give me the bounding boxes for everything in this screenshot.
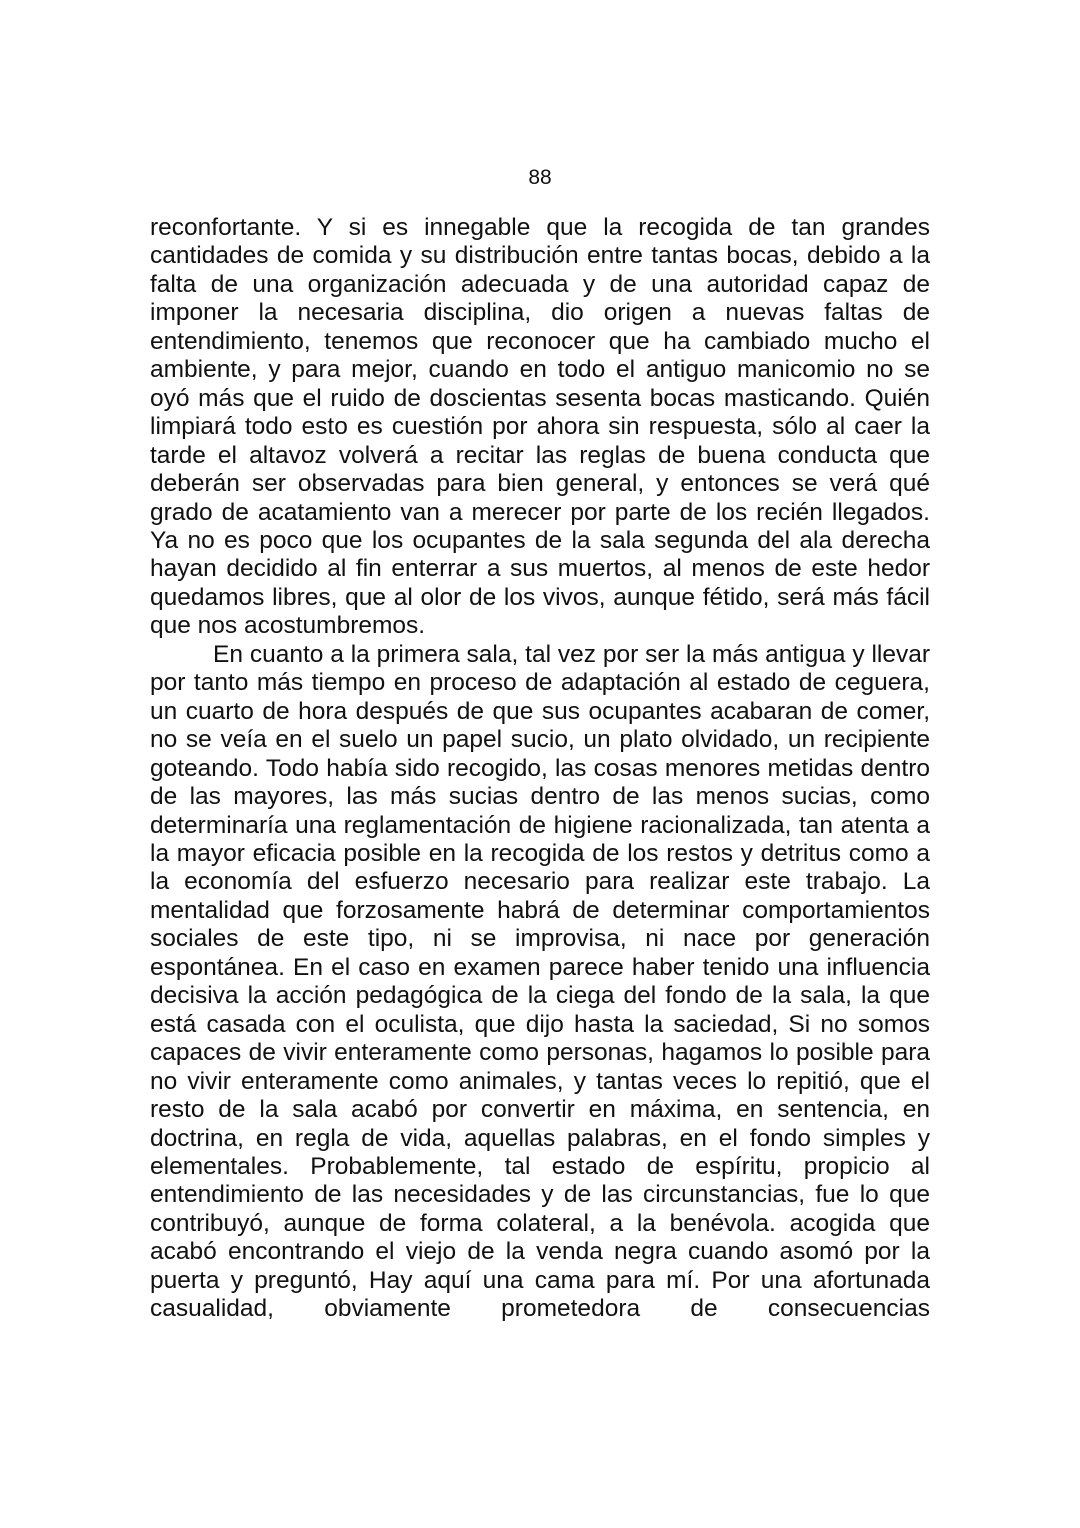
paragraph: reconfortante. Y si es innegable que la recogida de tan grandes cantidades de comida y su distribución entre tantas bocas, debido a la falta de una organización adecuada y de una autoridad capaz de imponer la necesaria disciplina, dio origen a nuevas faltas de entendimiento, tenemos que reconocer que ha cambiado mucho el ambiente, y para mejor, cuando en todo el antiguo manicomio no se oyó más que el ruido de doscientas sesenta bocas masticando. Quién limpiará todo esto es cuestión por ahora sin respuesta, sólo al caer la tarde el altavoz volverá a recitar las reglas de buena conducta que deberán ser observadas para bien general, y entonces se verá qué grado de acatamiento van a merecer por parte de los recién llegados. Ya no es poco que los ocupantes de la sala segunda del ala derecha hayan decidido al fin enterrar a sus muertos, al menos de este hedor quedamos libres, que al olor de los vivos, aunque fétido, será más fácil que nos acostumbremos. xyxy=(150,214,930,640)
paragraph: En cuanto a la primera sala, tal vez por ser la más antigua y llevar por tanto más tiempo en proceso de adaptación al estado de ceguera, un cuarto de hora después de que sus ocupantes acabaran de comer, no se veía en el suelo un papel sucio, un plato olvidado, un recipiente goteando. Todo había sido recogido, las cosas menores metidas dentro de las mayores, las más sucias dentro de las menos sucias, como determinaría una reglamentación de higiene racionalizada, tan atenta a la mayor eficacia posible en la recogida de los restos y detritus como a la economía del esfuerzo necesario para realizar este trabajo. La mentalidad que forzosamente habrá de determinar comportamientos sociales de este tipo, ni se improvisa, ni nace por generación espontánea. En el caso en examen parece haber tenido una influencia decisiva la acción pedagógica de la ciega del fondo de la sala, la que está casada con el oculista, que dijo hasta la saciedad, Si no somos capaces de vivir enteramente como personas, hagamos lo posible para no vivir enteramente como animales, y tantas veces lo repitió, que el resto de la sala acabó por convertir en máxima, en sentencia, en doctrina, en regla de vida, aquellas palabras, en el fondo simples y elementales. Probablemente, tal estado de espíritu, propicio al entendimiento de las necesidades y de las circunstancias, fue lo que contribuyó, aunque de forma colateral, a la benévola. acogida que acabó encontrando el viejo de la venda negra cuando asomó por la puerta y preguntó, Hay aquí una cama para mí. Por una afortunada casualidad, obviamente prometedora de consecuencias xyxy=(150,640,930,1323)
body-text xyxy=(150,214,930,1324)
page-number: 88 xyxy=(528,166,552,189)
